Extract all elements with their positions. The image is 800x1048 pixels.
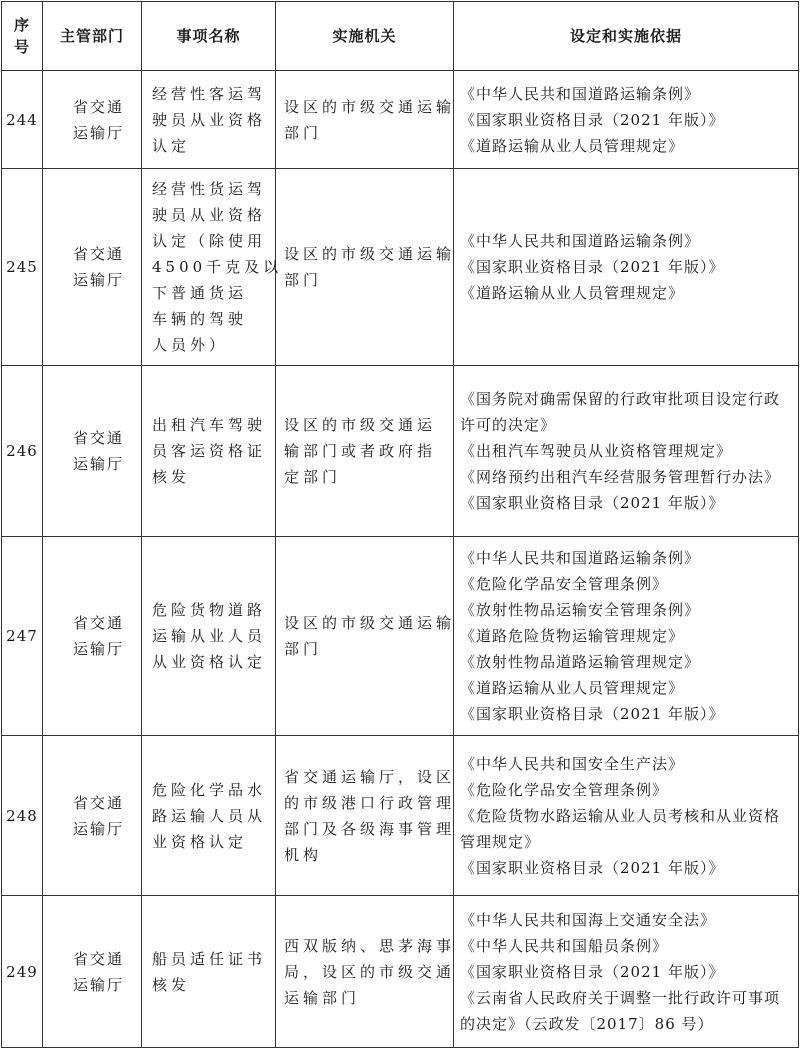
header-dept: 主管部门 — [43, 2, 142, 71]
basis-law-item: 《中华人民共和国船员条例》 — [460, 936, 669, 955]
row-basis — [454, 169, 799, 366]
basis-law-item: 《出租汽车驾驶员从业资格管理规定》 — [460, 442, 733, 460]
basis-law-item: 《中华人民共和国道路运输条例》 — [460, 232, 701, 250]
row-item-name: 经营性客运驾 驶员从业资格 认定 — [142, 71, 276, 169]
row-seq: 246 — [2, 366, 43, 537]
basis-law-item: 《中华人民共和国海上交通安全法》 — [460, 910, 717, 929]
basis-law-item: 《国家职业资格目录（2021 年版）》 — [460, 110, 725, 129]
row-item-name: 经营性货运驾 驶员从业资格 认定（除使用 4500千克及以 下普通货运 车辆的驾驶 人员外） — [142, 169, 276, 366]
basis-law-item: 《放射性物品道路运输管理规定》 — [460, 653, 701, 671]
row-dept: 省交通 运输厅 — [43, 366, 142, 537]
row-basis — [454, 736, 799, 896]
row-basis — [454, 366, 799, 537]
row-org: 设区的市级交通运输 部门 — [276, 169, 454, 366]
basis-law-item: 《国家职业资格目录（2021 年版）》 — [460, 858, 725, 877]
header-seq — [2, 2, 43, 71]
row-dept: 省交通 运输厅 — [43, 169, 142, 366]
row-basis — [454, 537, 799, 736]
basis-law-item: 《国家职业资格目录（2021 年版）》 — [460, 494, 725, 512]
row-seq: 248 — [2, 736, 43, 896]
basis-law-item: 《国家职业资格目录（2021 年版）》 — [460, 705, 725, 723]
basis-law-item: 《道路运输从业人员管理规定》 — [460, 284, 685, 302]
row-org: 设区的市级交通运 输部门或者政府指 定部门 — [276, 366, 454, 537]
basis-law-item: 《国务院对确需保留的行政审批项目设定行政许可的决定》 — [460, 390, 781, 434]
basis-law-item: 《网络预约出租汽车经营服务管理暂行办法》 — [460, 468, 781, 486]
basis-law-item: 《国家职业资格目录（2021 年版）》 — [460, 962, 725, 981]
table-row — [2, 736, 799, 896]
row-item-name: 危险货物道路 运输从业人员 从业资格认定 — [142, 537, 276, 736]
row-seq: 247 — [2, 537, 43, 736]
row-item-name: 船员适任证书 核发 — [142, 896, 276, 1048]
basis-law-item: 《云南省人民政府关于调整一批行政许可事项的决定》（云政发〔2017〕86 号） — [460, 988, 781, 1033]
table-row — [2, 366, 799, 537]
table-row — [2, 169, 799, 366]
row-dept: 省交通 运输厅 — [43, 71, 142, 169]
row-dept: 省交通 运输厅 — [43, 537, 142, 736]
basis-law-item: 《中华人民共和国道路运输条例》 — [460, 549, 701, 567]
table-row — [2, 537, 799, 736]
basis-law-item: 《放射性物品运输安全管理条例》 — [460, 601, 701, 619]
row-seq: 245 — [2, 169, 43, 366]
row-item-name: 危险化学品水 路运输人员从 业资格认定 — [142, 736, 276, 896]
basis-law-item: 《道路运输从业人员管理规定》 — [460, 679, 685, 697]
basis-law-item: 《道路危险货物运输管理规定》 — [460, 627, 685, 645]
table-row — [2, 896, 799, 1048]
row-dept: 省交通 运输厅 — [43, 896, 142, 1048]
basis-law-item: 《危险化学品安全管理条例》 — [460, 575, 669, 593]
row-dept: 省交通 运输厅 — [43, 736, 142, 896]
header-item: 事项名称 — [142, 2, 276, 71]
row-org: 西双版纳、思茅海事 局，设区的市级交通 运输部门 — [276, 896, 454, 1048]
basis-law-item: 《危险货物水路运输从业人员考核和从业资格管理规定》 — [460, 806, 781, 851]
row-org: 设区的市级交通运输 部门 — [276, 71, 454, 169]
row-seq: 249 — [2, 896, 43, 1048]
row-basis — [454, 71, 799, 169]
row-org: 设区的市级交通运输 部门 — [276, 537, 454, 736]
table-row — [2, 71, 799, 169]
row-basis — [454, 896, 799, 1048]
basis-law-item: 《危险化学品安全管理条例》 — [460, 780, 669, 799]
header-org: 实施机关 — [276, 2, 454, 71]
row-org: 省交通运输厅，设区 的市级港口行政管理 部门及各级海事管理 机构 — [276, 736, 454, 896]
row-seq: 244 — [2, 71, 43, 169]
row-item-name: 出租汽车驾驶 员客运资格证 核发 — [142, 366, 276, 537]
admin-license-table — [1, 1, 799, 1048]
basis-law-item: 《中华人民共和国安全生产法》 — [460, 754, 685, 773]
basis-law-item: 《国家职业资格目录（2021 年版）》 — [460, 258, 725, 276]
header-basis: 设定和实施依据 — [454, 2, 799, 71]
basis-law-item: 《道路运输从业人员管理规定》 — [460, 136, 685, 155]
header-seq-label: 序 号 — [13, 16, 30, 56]
table-header-row — [2, 2, 799, 71]
basis-law-item: 《中华人民共和国道路运输条例》 — [460, 84, 701, 103]
